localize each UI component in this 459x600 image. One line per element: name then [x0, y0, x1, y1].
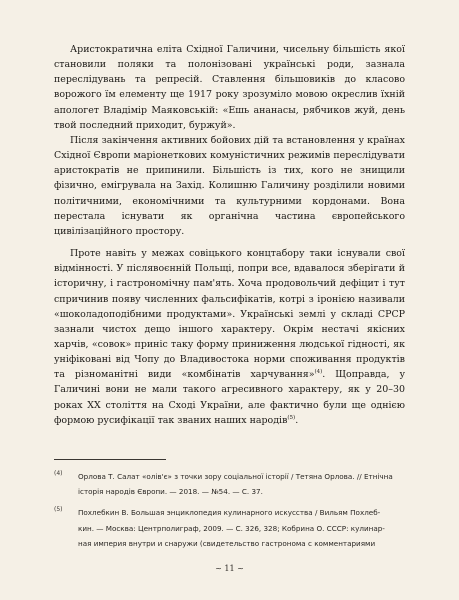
paragraph-postwar [54, 133, 405, 239]
text-line: форму приниження людської гідності, як уніфіковані від Чопу [54, 338, 405, 366]
footnote-5 [54, 505, 405, 551]
text-line: мали такого агресивного характеру, як у 20–30 роках XX століт [54, 384, 405, 411]
text-line: свої відмінності. У післявоєнній Польщі, попри все, вдавалося [54, 248, 406, 275]
footnote-line: історія народів Європи. — 2018. — №54. — С. 37. [78, 487, 263, 497]
footnote-line: Похлебкин В. Большая энциклопедия кулинарного искусства / Вильям Похлеб- [78, 508, 381, 518]
text-line: Після закінчення активних бойових дій та встановлення [70, 134, 356, 146]
page-number: ~ 11 ~ [215, 564, 244, 573]
text-line: мів переслідувати аристократів не припинили. Більшість із тих, [54, 150, 405, 177]
footnote-line: ная империя внутри и снаружи (свидетельство гастронома с комментариями [78, 538, 376, 548]
text-line: у країнах Східної Європи маріонеткових комуністичних режи [54, 134, 405, 162]
text-line: Аристократична еліта Східної Галичини, чисельну біль [70, 44, 354, 55]
footnote-divider [54, 459, 166, 460]
text-line: шість якої становили поляки та полонізовані українські роди, [54, 44, 405, 71]
footnote-number: (4) [54, 470, 63, 477]
text-line: кого не знищили фізично, емігрувала на Захід. Колишню Галичину [54, 165, 405, 192]
text-line: характеру. Окрім нестачі якісних харчів, «совок» приніс таку [54, 323, 405, 350]
footnote-line: Орлова Т. Салат «олів'є» з точки зору соціальної історії / Тетяна Орлова. // Етнічна [78, 472, 393, 481]
text-line: ними кордонами. Вона перестала існувати як органічна частина [54, 195, 405, 222]
text-line: зазнала переслідувань та репресій. Ставлення більшовиків до [54, 59, 406, 86]
text-line: рябчиков жуй, день твой последний приходит, буржуй». [54, 104, 406, 131]
text-line: європейського цивілізаційного простору. [54, 210, 406, 237]
text-line: котрі з іронією називали «шоколадоподібними продуктами». [54, 293, 405, 320]
footnote-number: (5) [54, 506, 63, 514]
footnotes [54, 469, 405, 557]
text-line: види «комбінатів харчування» [147, 369, 315, 381]
text-line: . Щоправда, у Галичині вони не [54, 369, 406, 396]
footnote-ref-5[interactable]: (5) [287, 414, 296, 421]
paragraph-soviet-camp [54, 246, 405, 428]
text-line: Українські землі у складі СРСР зазнали чистох дещо іншого [54, 308, 406, 335]
text-line: класово ворожого їм елементу ще 1917 року зрозуміло мовою [54, 74, 405, 101]
text-line: окреслив їхній апологет Владімір Маяковській: «Ешь ананасы, [54, 89, 405, 116]
text-line: Проте навіть у межах совіцького концтабору таки існували [70, 248, 381, 260]
text-line: до Владивостока норми споживання продуктів та різноманітні [54, 354, 405, 381]
footnote-text [78, 469, 405, 499]
footnote-line: кин. — Москва: Центрполиграф, 2009. — С. 326, 328; Кобрина О. СССР: кулинар- [78, 523, 385, 533]
main-text [54, 42, 405, 428]
text-line: тя на Сході України, але фактично були ще однією формою ру [54, 399, 406, 426]
text-line: дефіцит і тут спричинив появу численних фальсифікатів, [54, 278, 405, 305]
text-line: розділили новими політичними, економічними та культур [54, 180, 406, 207]
text-line: зберігати й історичну, і гастрономічну пам'ять. Хоча продовольчий [54, 263, 405, 290]
footnote-4 [54, 469, 405, 499]
paragraph-aristocracy [54, 42, 405, 133]
text-line: сифікації так званих наших народів [108, 414, 288, 426]
footnote-ref-4[interactable]: (4) [314, 369, 323, 376]
footnote-text [78, 505, 405, 551]
text-period: . [295, 414, 299, 426]
